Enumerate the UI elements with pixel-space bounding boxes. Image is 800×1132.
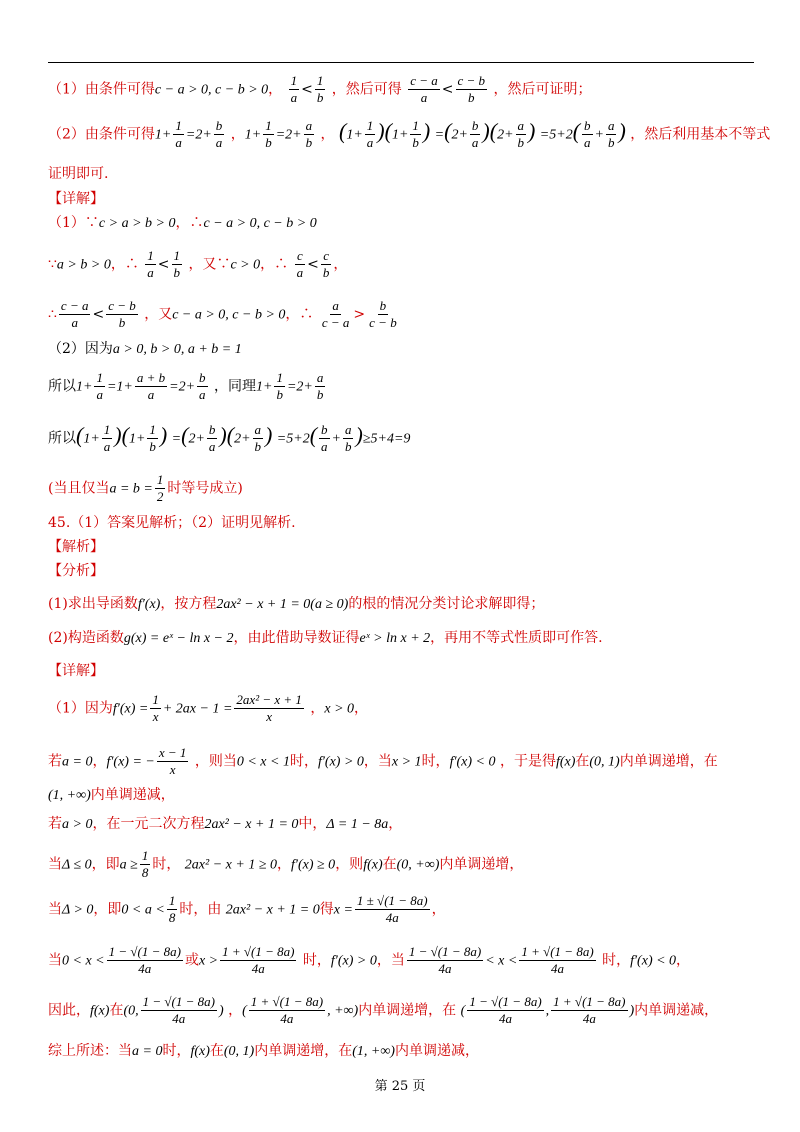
detail-line-2: ∵a > b > 0，∴ $\frac{1}{a}$ < $\frac{1}{b}$ ，又∵c > 0，∴ $\frac{c}{a}$ < $\frac{c}{b}$ ， [48, 248, 348, 280]
solution-line-4: 若a > 0，在一元二次方程2ax² − x + 1 = 0中，Δ = 1 − 8a， [48, 816, 403, 832]
analysis-heading: 【解析】 [48, 539, 104, 555]
header-rule [48, 62, 754, 63]
fenxi-line-2: (2)构造函数g(x) = eˣ − ln x − 2，由此借助导数证得eˣ > ln x + 2，再用不等式性质即可作答. [48, 630, 603, 646]
fenxi-heading: 【分析】 [48, 563, 104, 579]
fenxi-line-1: (1)求出导函数f′(x)，按方程2ax² − x + 1 = 0(a ≥ 0)的根的情况分类讨论求解即得； [48, 596, 545, 612]
detail-line-4: （2）因为a > 0, b > 0, a + b = 1 [48, 341, 242, 357]
solution-line-8: 因此，f(x)在(0, $\frac{1 - √(1 - 8a)}{4a}$ ) ，( $\frac{1 + √(1 - 8a)}{4a}$ , +∞)内单调递增，在 ( $\frac{1 - √(1 - 8a)}{4a}$ , $\frac{1 + √(1 - 8a)}{4a}$ )内单调递减， [48, 994, 719, 1026]
solution-line-1: （1）因为f′(x) = $\frac{1}{x}$ + 2ax − 1 = $\frac{\text{2ax² − x + 1}}{x}$ ，x > 0， [48, 692, 369, 724]
detail-line-6: 所以(1+ $\frac{1}{a}$ )(1+ $\frac{1}{b}$ ) =(2+ $\frac{b}{a}$ )(2+ $\frac{a}{b}$ ) =5+2( $\frac{b}{a}$ + $\frac{a}{b}$ )≥5+4=9 [48, 422, 411, 454]
analysis-line-1: （1）由条件可得c − a > 0, c − b > 0， $\frac{1}{a}$ < $\frac{1}{b}$ ，然后可得 $\frac{c - a}{a}$ < $\frac{c - b}{b}$ ，然后可证明； [48, 73, 592, 105]
solution-line-3: (1, +∞)内单调递减， [48, 787, 175, 803]
page-number: 第 25 页 [374, 1079, 426, 1094]
solution-line-2: 若a = 0，f′(x) = − $\frac{x - 1}{x}$ ，则当0 < x < 1时，f′(x) > 0，当x > 1时，f′(x) < 0 ，于是得f(x)在(0, 1)内单调递增，在 [48, 745, 718, 777]
solution-line-5: 当Δ ≤ 0，即a ≥ $\frac{1}{8}$ 时， 2ax² − x + 1 ≥ 0，f′(x) ≥ 0，则f(x)在(0, +∞)内单调递增， [48, 848, 524, 880]
detail-line-3: ∴ $\frac{c - a}{a}$ < $\frac{c - b}{b}$ ，又c − a > 0, c − b > 0，∴ $\frac{a}{c - a}$ > $\frac{b}{c - b}$ [48, 298, 397, 330]
analysis-line-2: （2）由条件可得1+ $\frac{1}{a}$ =2+ $\frac{b}{a}$ ，1+ $\frac{1}{b}$ =2+ $\frac{a}{b}$ ， (1+ $\frac{1}{a}$ )(1+ $\frac{1}{b}$ ) =(2+ $\frac{b}{a}$ )(2+ $\frac{a}{b}$ ) =5+2( $\frac{b}{a}$ + $\frac{a}{b}$ ) ，然后利用基本不等式 [48, 118, 771, 150]
analysis-line-3: 证明即可. [48, 166, 109, 182]
detail-line-5: 所以1+ $\frac{1}{a}$ =1+ $\frac{a + b}{a}$ =2+ $\frac{b}{a}$ ，同理1+ $\frac{1}{b}$ =2+ $\frac{a}{b}$ [48, 370, 324, 402]
detail-line-1: （1）∵c > a > b > 0，∴c − a > 0, c − b > 0 [48, 215, 317, 231]
problem-45-answer: 45.（1）答案见解析；（2）证明见解析. [48, 515, 296, 531]
detail-heading-2: 【详解】 [48, 663, 104, 679]
solution-line-7: 当0 < x < $\frac{1 - √(1 - 8a)}{4a}$ 或x > $\frac{1 + √(1 - 8a)}{4a}$ 时，f′(x) > 0，当 $\frac{1 - √(1 - 8a)}{4a}$ < x < $\frac{1 + √(1 - 8a)}{4a}$ 时，f′(x) < 0， [48, 944, 691, 976]
solution-line-9: 综上所述：当a = 0时，f(x)在(0, 1)内单调递增，在(1, +∞)内单调递减， [48, 1043, 479, 1059]
detail-line-7: (当且仅当a = b = $\frac{1}{2}$ 时等号成立) [48, 472, 243, 504]
detail-heading-1: 【详解】 [48, 191, 104, 207]
solution-line-6: 当Δ > 0，即0 < a < $\frac{1}{8}$ 时，由 2ax² − x + 1 = 0得x = $\frac{1 \pm √(1 - 8a)}{4a}$ ， [48, 893, 446, 925]
